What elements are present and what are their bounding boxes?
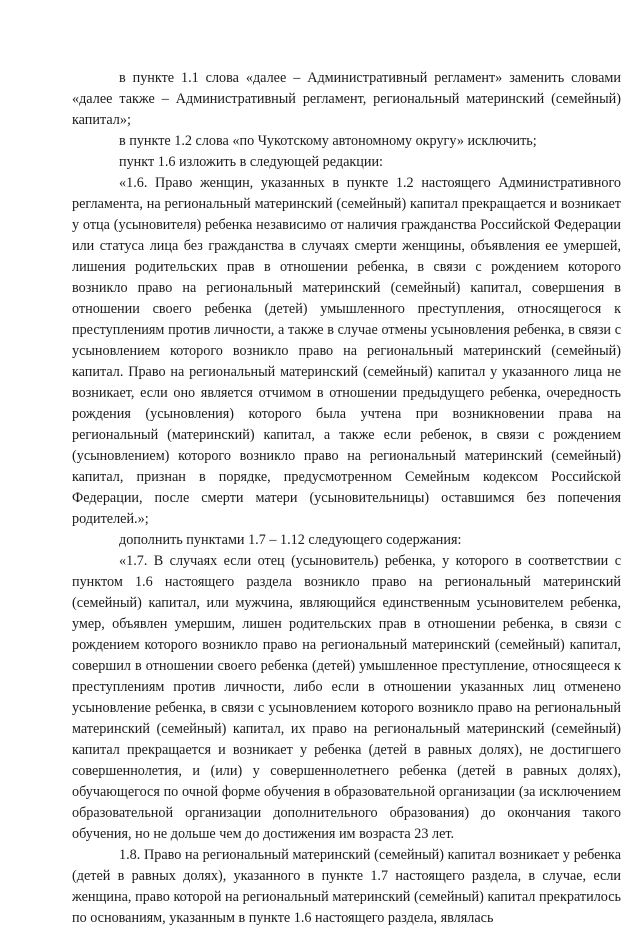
paragraph-amend-1-6-intro: пункт 1.6 изложить в следующей редакции: — [119, 154, 383, 170]
paragraph-add-clauses-intro: дополнить пунктами 1.7 – 1.12 следующего содержания: — [119, 532, 462, 548]
paragraph-clause-1-7: «1.7. В случаях если отец (усыновитель) ребенка, у которого в соответствии с пунктом 1.6 настоящего раздела возникло право на региональный материнский (семейный) капитал, или мужчина, являющийся единственным усыновителем ребенка, умер, объявлен умершим, лишен родительских прав в отношении ребенка, в связи с рождением которого возникло право на региональный материнский (семейный) капитал, совершил в отношении своего ребенка (детей) умышленное преступление, относящееся к преступлениям против личности, либо если в отношении указанных лиц отменено усыновление ребенка, в связи с усыновлением которого возникло право на региональный материнский (семейный) капитал, их право на региональный материнский (семейный) капитал прекращается и возникает у ребенка (детей в равных долях), не достигшего совершеннолетия, и (или) у совершеннолетнего ребенка (детей в равных долях), обучающегося по очной форме обучения в образовательной организации (за исключением образовательной организации дополнительного образования) до окончания такого обучения, но не дольше чем до достижения им возраста 23 лет. — [72, 553, 621, 842]
paragraph-clause-1-8: 1.8. Право на региональный материнский (семейный) капитал возникает у ребенка (детей в равных долях), указанного в пункте 1.7 настоящего раздела, в случае, если женщина, право которой на региональный материнский (семейный) капитал прекратилось по основаниям, указанным в пункте 1.6 настоящего раздела, являлась — [72, 847, 621, 926]
paragraph-clause-1-6: «1.6. Право женщин, указанных в пункте 1.2 настоящего Административного регламента, на региональный материнский (семейный) капитал прекращается и возникает у отца (усыновителя) ребенка независимо от наличия гражданства Российской Федерации или статуса лица без гражданства в случаях смерти женщины, объявления ее умершей, лишения родительских прав в отношении ребенка, в связи с рождением которого возникло право на региональный материнский (семейный) капитал, совершения в отношении своего ребенка (детей) умышленного преступления, относящегося к преступлениям против личности, а также в случае отмены усыновления ребенка, в связи с усыновлением которого возникло право на региональный материнский (семейный) капитал. Право на региональный материнский (семейный) капитал у указанного лица не возникает, если оно является отчимом в отношении предыдущего ребенка, очередность рождения (усыновления) которого была учтена при возникновении права на региональный (материнский) капитал, а также если ребенок, в связи с рождением (усыновлением) которого возникло право на региональный материнский (семейный) капитал, признан в порядке, предусмотренном Семейным кодексом Российской Федерации, после смерти матери (усыновительницы) оставшимся без попечения родителей.»; — [72, 175, 621, 527]
paragraph-amend-1-2: в пункте 1.2 слова «по Чукотскому автономному округу» исключить; — [119, 133, 537, 149]
paragraph-amend-1-1: в пункте 1.1 слова «далее – Административный регламент» заменить словами «далее также – Административный регламент, региональный материнский (семейный) капитал»; — [72, 70, 621, 128]
document-body — [72, 68, 621, 929]
